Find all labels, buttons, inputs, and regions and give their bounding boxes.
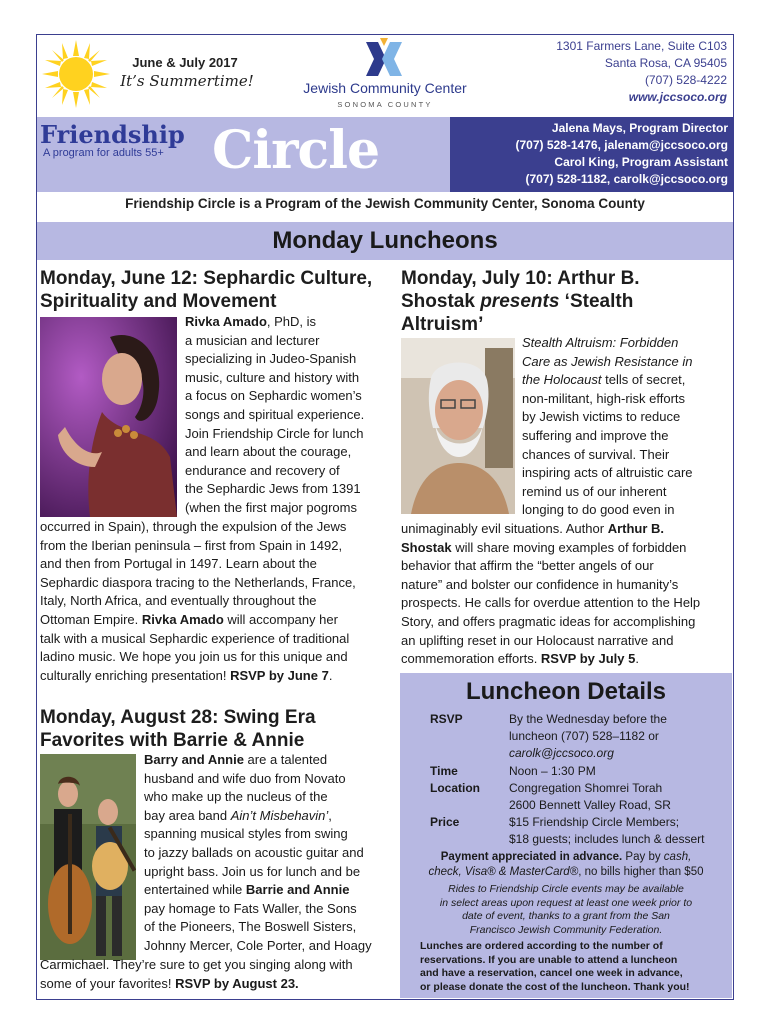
location-line-2: 2600 Bennett Valley Road, SR xyxy=(509,798,671,812)
note-line-1: Lunches are ordered according to the number of xyxy=(420,940,663,952)
rivka-amado-photo xyxy=(40,317,177,517)
august-line-s1: to jazzy ballads on acoustic guitar and xyxy=(144,844,364,860)
july-title-post: ‘Stealth xyxy=(559,291,634,312)
staff-line-1: Jalena Mays, Program Director xyxy=(551,121,728,135)
july-body-right xyxy=(522,334,732,520)
august-ent-bold: Barrie and Annie xyxy=(245,882,350,898)
june-title-line-2: Spirituality and Movement xyxy=(40,291,277,312)
august-last-pre: some of your favorites! xyxy=(40,975,176,991)
june-rsvp: RSVP by June 7 xyxy=(230,667,329,683)
june-line-f0: occurred in Spain), through the expulsion of the Jews xyxy=(40,519,347,534)
june-line-f3: Sephardic diaspora tracing to the Netherlands, France, xyxy=(40,574,356,590)
sun-icon xyxy=(40,38,112,110)
august-line-t0: pay homage to Fats Waller, the Sons xyxy=(144,900,357,916)
payment-note xyxy=(404,850,728,880)
june-line-f4: Italy, North Africa, and eventually throughout the xyxy=(40,593,317,609)
june-line-r6: Join Friendship Circle for lunch xyxy=(185,425,364,441)
rides-line-3: date of event, thanks to a grant from the San xyxy=(462,910,670,922)
price-line-1: $15 Friendship Circle Members; xyxy=(509,815,680,829)
june-last-pre: culturally enriching presentation! xyxy=(40,667,231,683)
august-first-bold: Barry and Annie xyxy=(144,752,244,767)
august-line-s2: upright bass. Join us for lunch and be xyxy=(144,863,361,879)
june-body-full xyxy=(40,518,400,685)
june-line-g1: ladino music. We hope you join us for this unique and xyxy=(40,649,348,665)
june-line-r2: specializing in Judeo-Spanish xyxy=(185,351,357,367)
price-label: Price xyxy=(430,815,460,829)
rsvp-line-1: By the Wednesday before the xyxy=(509,712,667,726)
july-title xyxy=(401,267,733,336)
june-title xyxy=(40,267,400,313)
program-title-circle: Circle xyxy=(212,120,380,181)
july-italic-2: Care as Jewish Resistance in xyxy=(522,353,693,369)
june-line-f2: and then from Portugal in 1497. Learn about the xyxy=(40,556,317,572)
rides-note xyxy=(404,883,728,937)
august-body-full xyxy=(40,956,400,993)
rsvp-line-2: luncheon (707) 528–1182 or xyxy=(509,729,659,743)
rides-line-2: in select areas upon request at least one week prior to xyxy=(439,896,693,909)
july-line-f4: an uplifting reset in our Holocaust narrative and xyxy=(401,632,674,648)
june-line-r1: a musician and lecturer xyxy=(185,332,320,348)
rsvp-value xyxy=(509,711,729,762)
payment-italic-1: cash, xyxy=(663,851,692,863)
august-full-1: Carmichael. They’re sure to get you singing along with xyxy=(40,957,353,972)
june-line-r8: endurance and recovery of xyxy=(185,462,340,478)
july-line-r0: non-militant, high-risk efforts xyxy=(522,390,686,406)
note-line-4: or please donate the cost of the luncheon. Thank you! xyxy=(420,980,690,993)
website-link[interactable]: www.jccsoco.org xyxy=(628,90,727,104)
price-value xyxy=(509,814,731,848)
july-line-r5: remind us of our inherent xyxy=(522,483,667,499)
july-full2-bold: Shostak xyxy=(401,539,452,555)
location-line-1: Congregation Shomrei Torah xyxy=(509,781,663,795)
july-line-f0: behavior that affirm the “better angels of our xyxy=(401,558,654,574)
note-line-3: and have a reservation, cancel one week in advance, xyxy=(420,967,683,979)
june-line-r4: a focus on Sephardic women’s xyxy=(185,388,362,404)
price-line-2: $18 guests; includes lunch & dessert xyxy=(509,832,705,846)
august-line-r0: husband and wife duo from Novato xyxy=(144,770,346,786)
july-last-post: . xyxy=(635,651,639,667)
july-full1-pre: unimaginably evil situations. Author xyxy=(401,521,608,536)
july-line-r6: longing to do good even in xyxy=(522,502,675,518)
barrie-annie-photo xyxy=(40,754,136,960)
rides-line-4: Francisco Jewish Community Federation. xyxy=(469,923,663,936)
june-speaker: Rivka Amado xyxy=(185,314,267,329)
time-label: Time xyxy=(430,764,458,778)
june-body-right xyxy=(185,313,395,518)
program-subtitle: A program for adults 55+ xyxy=(43,147,164,159)
staff-line-2: (707) 528-1476, jalenam@jccsoco.org xyxy=(515,138,728,152)
payment-italic-2: check, Visa® & MasterCard® xyxy=(428,866,579,878)
june-line-r10: (when the first major pogroms xyxy=(185,499,357,515)
luncheon-details-title: Luncheon Details xyxy=(465,678,667,705)
program-tagline: Friendship Circle is a Program of the Jewish Community Center, Sonoma County xyxy=(125,196,645,211)
june-line-f1: from the Iberian peninsula – first from Spain in 1492, xyxy=(40,537,343,553)
july-title-italic: presents xyxy=(480,291,560,312)
august-band-post: , xyxy=(328,807,332,823)
august-rsvp: RSVP by August 23. xyxy=(175,975,299,991)
address-line-1: 1301 Farmers Lane, Suite C103 xyxy=(556,39,727,53)
june-title-line-1: Monday, June 12: Sephardic Culture, xyxy=(40,268,373,289)
july-full2-post: will share moving examples of forbidden xyxy=(451,539,687,555)
august-line-t1: of the Pioneers, The Boswell Sisters, xyxy=(144,919,357,935)
june-ottoman-bold: Rivka Amado xyxy=(141,611,224,627)
rides-line-1: Rides to Friendship Circle events may be available xyxy=(448,883,684,895)
august-body-right xyxy=(144,751,394,956)
time-value: Noon – 1:30 PM xyxy=(509,764,596,778)
august-ent-pre: entertained while xyxy=(144,882,246,898)
location-label: Location xyxy=(430,781,480,795)
june-line-r5: songs and spiritual experience. xyxy=(185,406,365,422)
payment-post-2: , no bills higher than $50 xyxy=(578,866,704,878)
org-county: SONOMA COUNTY xyxy=(337,100,433,109)
july-line-f1: nature” and bolster our confidence in humanity’s xyxy=(401,576,679,592)
july-last-pre: commemoration efforts. xyxy=(401,651,541,667)
august-line-t2: Johnny Mercer, Cole Porter, and Hoagy xyxy=(144,937,372,953)
july-after-3: tells of secret, xyxy=(601,372,686,388)
june-ottoman-pre: Ottoman Empire. xyxy=(40,611,142,627)
staff-contacts xyxy=(450,117,733,192)
note-line-2: reservations. If you are unable to attend a luncheon xyxy=(420,953,678,966)
july-line-f2: prospects. He calls for overdue attention to the Help xyxy=(401,595,701,611)
rsvp-email[interactable]: carolk@jccsoco.org xyxy=(509,746,614,760)
august-line-s0: spanning musical styles from swing xyxy=(144,826,348,842)
july-title-pre: Shostak xyxy=(401,291,481,312)
location-value xyxy=(509,780,729,814)
july-line-r4: inspiring acts of altruistic care xyxy=(522,465,693,481)
june-last-post: . xyxy=(328,667,333,683)
july-title-line-3: Altruism’ xyxy=(401,314,484,335)
july-line-r3: chances of survival. Their xyxy=(522,446,670,462)
issue-date: June & July 2017 xyxy=(132,55,238,70)
summer-tagline: It’s Summertime! xyxy=(120,72,254,90)
payment-post: Pay by xyxy=(622,851,664,863)
lunch-order-note xyxy=(420,940,730,994)
june-line-r3: music, culture and history with xyxy=(185,369,360,385)
program-title-friendship: Friendship xyxy=(40,120,185,149)
address-line-2: Santa Rosa, CA 95405 xyxy=(604,56,727,70)
jcc-logo-icon xyxy=(360,38,408,80)
july-title-line-1: Monday, July 10: Arthur B. xyxy=(401,268,640,289)
june-line-g0: talk with a musical Sephardic experience of traditional xyxy=(40,630,350,646)
june-ottoman-post: will accompany her xyxy=(223,611,338,627)
section-banner: Monday Luncheons xyxy=(37,222,733,260)
july-italic-3: the Holocaust xyxy=(522,372,602,388)
july-italic-1: Stealth Altruism: Forbidden xyxy=(522,335,679,350)
august-first-post: are a talented xyxy=(243,752,328,767)
july-rsvp: RSVP by July 5 xyxy=(540,651,636,667)
contact-address xyxy=(527,38,727,106)
june-line-r7: and learn about the courage, xyxy=(185,444,352,460)
staff-line-3: Carol King, Program Assistant xyxy=(554,155,728,169)
august-title-line-2: Favorites with Barrie & Annie xyxy=(40,730,305,751)
august-band-pre: bay area band xyxy=(144,807,231,823)
july-line-r2: suffering and improve the xyxy=(522,427,669,443)
june-line-r0: , PhD, is xyxy=(266,314,317,329)
july-body-full xyxy=(401,520,733,669)
arthur-shostak-photo xyxy=(401,338,515,514)
june-line-r9: the Sephardic Jews from 1391 xyxy=(185,481,361,497)
july-line-f3: Story, and offers pragmatic ideas for accomplishing xyxy=(401,613,696,629)
august-title-line-1: Monday, August 28: Swing Era xyxy=(40,707,316,728)
phone: (707) 528-4222 xyxy=(644,73,727,87)
rsvp-label: RSVP xyxy=(430,712,463,726)
august-line-r1: who make up the nucleus of the xyxy=(144,789,328,805)
payment-bold: Payment appreciated in advance. xyxy=(440,851,623,863)
august-band-italic: Ain’t Misbehavin’ xyxy=(230,807,329,823)
july-full1-bold: Arthur B. xyxy=(607,521,665,536)
july-line-r1: by Jewish victims to reduce xyxy=(522,409,681,425)
august-title xyxy=(40,706,400,752)
org-name: Jewish Community Center xyxy=(303,80,467,96)
staff-line-4: (707) 528-1182, carolk@jccsoco.org xyxy=(525,172,728,186)
